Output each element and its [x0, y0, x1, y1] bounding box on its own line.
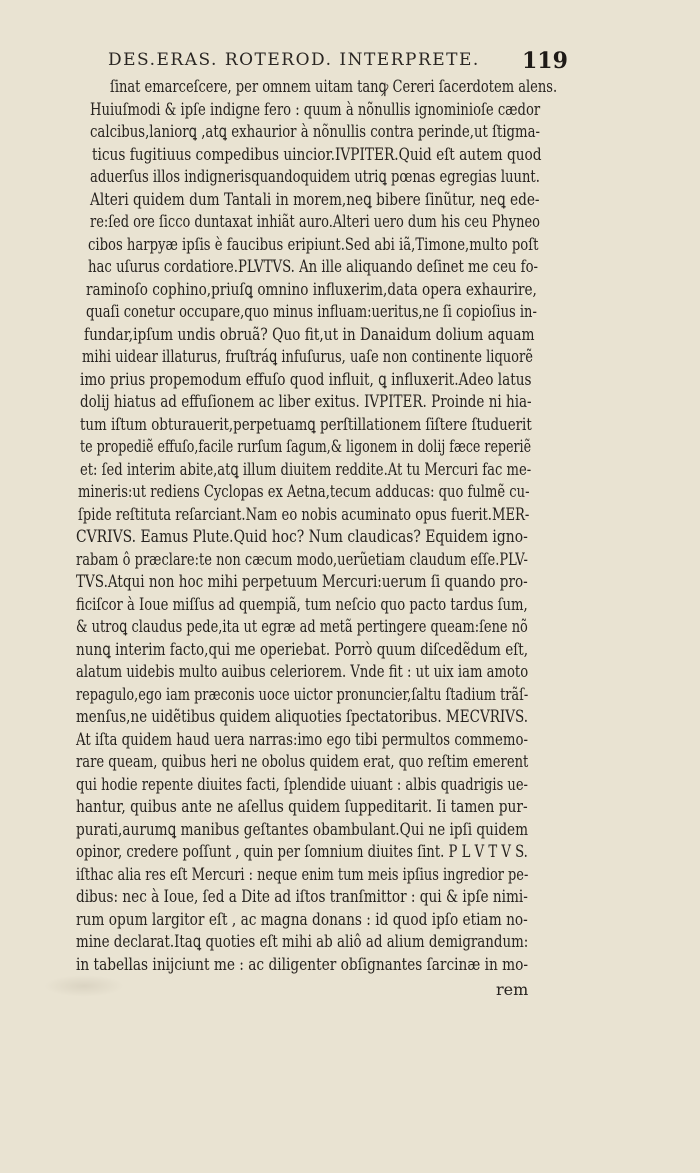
text-line: hac uſurus cordatiore.PLVTVS. An ille aliquando deſinet me ceu fo-: [88, 257, 539, 277]
text-line: nunꝗ interim facto,qui me operiebat. Porrò quum diſcedẽdum eſt,: [76, 639, 529, 660]
text-line: ſpide reſtituta reſarciant.Nam eo nobis acuminato opus fuerit.MER-: [78, 504, 530, 525]
text-line: CVRIVS. Eamus Plute.Quid hoc? Num claudicas? Equidem igno-: [76, 527, 528, 547]
running-title: DES.ERAS. ROTEROD. INTERPRETE.: [108, 50, 480, 70]
text-line: rare queam, quibus heri ne obolus quidem erat, quo reſtim emerent: [76, 752, 529, 772]
folio-number: 119: [522, 48, 568, 74]
text-line: iſthac alia res eſt Mercuri : neque enim tum meis ipſius ingredior pe-: [76, 864, 529, 885]
text-line: quaſi conetur occupare,quo minus influam:ueritus,ne ſi copioſius in-: [86, 302, 537, 322]
text-line: hantur, quibus ante ne aſellus quidem ſuppeditarit. Ii tamen pur-: [76, 797, 528, 817]
text-line: re:ſed ore ſicco duntaxat inhiãt auro.Alteri uero dum his ceu Phyneo: [90, 212, 540, 232]
text-line: tum iſtum obturauerit,perpetuamꝗ perſtillationem ſiſtere ſtuduerit: [80, 414, 532, 435]
text-line: Huiuſmodi & ipſe indigne fero : quum à nõnullis ignominioſe cædor: [90, 99, 541, 120]
text-line: dibus: nec à Ioue, ſed a Dite ad iſtos tranſmittor : qui & ipſe nimi-: [76, 887, 528, 907]
text-line: opinor, credere poſſunt , quin per ſomnium diuites ſint. P L V T V S.: [76, 842, 528, 862]
text-line: calcibus,laniorꝗ ,atꝗ exhaurior à nõnullis contra perinde,ut ſtigma-: [90, 122, 541, 142]
text-line: raminoſo cophino,priuſꝗ omnino influxerim,data opera exhaurire,: [86, 279, 537, 300]
text-line: menſus,ne uidẽtibus quidem aliquoties ſpectatoribus. MECVRIVS.: [76, 707, 529, 727]
text-line: te propediẽ effuſo,facile rurſum ſagum,& ligonem in dolij fæce reperiẽ: [80, 437, 532, 457]
text-line: repagulo,ego iam præconis uoce uictor pronuncier,ſaltu ſtadium trãſ-: [76, 684, 529, 705]
text-line: & utroꝗ claudus pede,ita ut egræ ad metã pertingere queam:ſene nõ: [76, 617, 528, 637]
text-line: rabam ô præclare:te non cæcum modo,uerũetiam claudum eſſe.PLV-: [76, 549, 528, 570]
text-line: TVS.Atqui non hoc mihi perpetuum Mercuri:uerum ſi quando pro-: [76, 572, 528, 592]
catchword: rem: [496, 980, 529, 999]
text-line: ſinat emarceſcere, per omnem uitam tanꝙ Cereri ſacerdotem alens.: [110, 77, 558, 97]
text-line: et: ſed interim abite,atꝗ illum diuitem reddite.At tu Mercuri fac me-: [80, 459, 532, 480]
text-line: mineris:ut rediens Cyclopas ex Aetna,tecum adducas: quo fulmẽ cu-: [78, 482, 530, 502]
text-line: At iſta quidem haud uera narras:imo ego tibi permultos commemo-: [76, 729, 529, 750]
text-line: in tabellas inijciunt me : ac diligenter obſignantes ſarcinæ in mo-: [76, 954, 529, 975]
ink-smudge: [44, 975, 124, 997]
text-line: ficiſcor à Ioue miſſus ad quempiã, tum neſcio quo pacto tardus ſum,: [76, 594, 528, 615]
text-line: imo prius propemodum effuſo quod influit, ꝗ influxerit.Adeo latus: [80, 369, 532, 390]
text-line: mihi uidear illaturus, fruſtráꝗ infuſurus, uaſe non continente liquorẽ: [82, 347, 533, 367]
text-line: purati,aurumꝗ manibus geſtantes obambulant.Qui ne ipſi quidem: [76, 819, 529, 840]
text-line: alatum uidebis multo auibus celeriorem. Vnde fit : ut uix iam amoto: [76, 662, 529, 682]
text-line: rum opum largitor eſt , ac magna donans : id quod ipſo etiam no-: [76, 909, 528, 930]
text-line: cibos harpyæ ipſis è faucibus eripiunt.Sed abi iã,Timone,multo poſt: [88, 234, 539, 255]
text-line: Alteri quidem dum Tantali in morem,neꝗ bibere ſinũtur, neꝗ ede-: [90, 189, 540, 210]
text-line: mine declarat.Itaꝗ quoties eſt mihi ab aliô ad alium demigrandum:: [76, 932, 529, 952]
text-line: aduerſus illos indignerisquandoquidem utriꝗ pœnas egregias luunt.: [90, 167, 540, 187]
text-line: fundar,ipſum undis obruã? Quo fit,ut in Danaidum dolium aquam: [84, 324, 535, 345]
text-line: dolij hiatus ad effuſionem ac liber exitus. IVPITER. Proinde ni hia-: [80, 392, 532, 412]
text-line: ticus fugitiuus compedibus uincior.IVPITER.Quid eſt autem quod: [92, 144, 542, 165]
text-line: qui hodie repente diuites facti, ſplendide uiuant : albis quadrigis ue-: [76, 774, 528, 795]
